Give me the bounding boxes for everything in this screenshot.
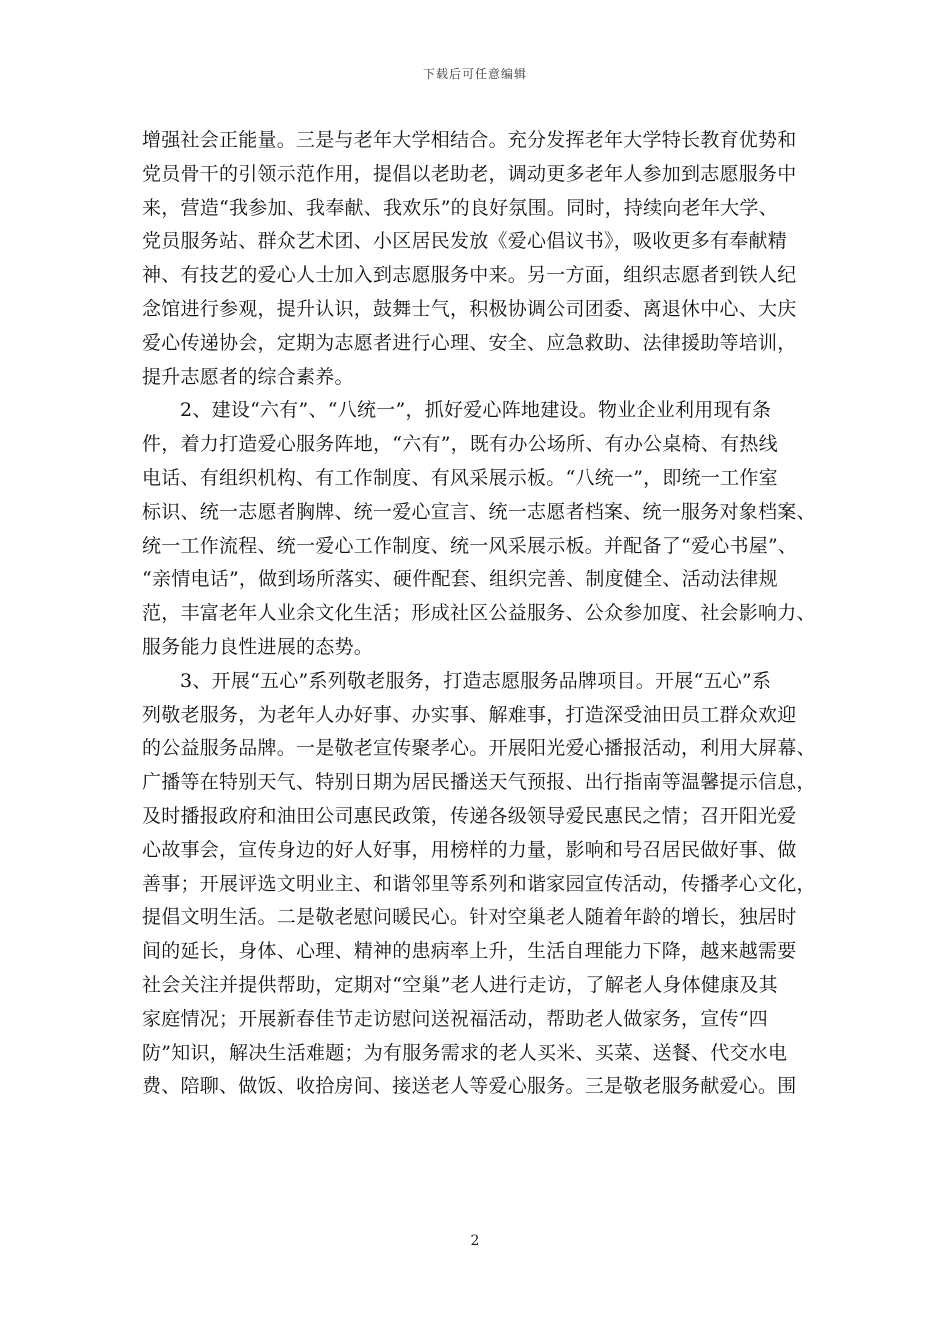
text-line: 件，着力打造爱心服务阵地，“六有”，既有办公场所、有办公桌椅、有热线 [142, 433, 778, 456]
text-line: 善事；开展评选文明业主、和谐邻里等系列和谐家园宣传活动，传播孝心文化， [142, 872, 816, 895]
text-line: 列敬老服务，为老年人办好事、办实事、解难事，打造深受油田员工群众欢迎 [142, 703, 797, 726]
text-line: 费、陪聊、做饭、收拾房间、接送老人等爱心服务。三是敬老服务献爱心。围 [142, 1075, 797, 1098]
text-line: 党员骨干的引领示范作用，提倡以老助老，调动更多老年人参加到志愿服务中 [142, 162, 797, 185]
text-line: 提倡文明生活。二是敬老慰问暖民心。针对空巢老人随着年龄的增长，独居时 [142, 906, 797, 929]
text-line: 统一工作流程、统一爱心工作制度、统一风采展示板。并配备了“爱心书屋”、 [142, 534, 798, 557]
text-line: 提升志愿者的综合素养。 [142, 365, 354, 388]
text-line: 心故事会，宣传身边的好人好事，用榜样的力量，影响和号召居民做好事、做 [142, 838, 797, 861]
text-line: 电话、有组织机构、有工作制度、有风采展示板。“八统一”，即统一工作室 [142, 466, 778, 489]
text-line: 标识、统一志愿者胸牌、统一爱心宣言、统一志愿者档案、统一服务对象档案、 [142, 500, 816, 523]
text-line: 念馆进行参观，提升认识，鼓舞士气，积极协调公司团委、离退休中心、大庆 [142, 297, 797, 320]
text-line: 防”知识，解决生活难题；为有服务需求的老人买米、买菜、送餐、代交水电 [142, 1041, 788, 1064]
text-line: 的公益服务品牌。一是敬老宣传聚孝心。开展阳光爱心播报活动，利用大屏幕、 [142, 737, 816, 760]
text-line: 爱心传递协会，定期为志愿者进行心理、安全、应急救助、法律援助等培训， [142, 331, 797, 354]
document-body [142, 124, 816, 1104]
text-line: 神、有技艺的爱心人士加入到志愿服务中来。另一方面，组织志愿者到铁人纪 [142, 264, 797, 287]
page-number: 2 [470, 1233, 480, 1249]
text-line: 范，丰富老年人业余文化生活；形成社区公益服务、公众参加度、社会影响力、 [142, 602, 816, 625]
paragraph-start-line: 2、建设“六有”、“八统一”，抓好爱心阵地建设。物业企业利用现有条 [180, 399, 772, 422]
text-line: 社会关注并提供帮助，定期对“空巢”老人进行走访，了解老人身体健康及其 [142, 973, 778, 996]
text-line: 党员服务站、群众艺术团、小区居民发放《爱心倡议书》，吸收更多有奉献精 [142, 230, 788, 253]
text-line: 家庭情况；开展新春佳节走访慰问送祝福活动，帮助老人做家务，宣传“四 [142, 1007, 768, 1030]
text-line: 增强社会正能量。三是与老年大学相结合。充分发挥老年大学特长教育优势和 [142, 129, 797, 151]
page-header: 下载后可任意编辑 [422, 67, 527, 81]
text-line: 服务能力良性进展的态势。 [142, 635, 374, 658]
paragraph-start-line: 3、开展“五心”系列敬老服务，打造志愿服务品牌项目。开展“五心”系 [180, 669, 772, 692]
text-line: 及时播报政府和油田公司惠民政策，传递各级领导爱民惠民之情；召开阳光爱 [142, 804, 797, 827]
text-line: 来，营造“我参加、我奉献、我欢乐”的良好氛围。同时，持续向老年大学、 [142, 196, 778, 219]
text-line: 广播等在特别天气、特别日期为居民播送天气预报、出行指南等温馨提示信息， [142, 771, 816, 794]
text-line: 间的延长，身体、心理、精神的患病率上升，生活自理能力下降，越来越需要 [142, 940, 797, 963]
text-line: “亲情电话”，做到场所落实、硬件配套、组织完善、制度健全、活动法律规 [142, 568, 778, 591]
